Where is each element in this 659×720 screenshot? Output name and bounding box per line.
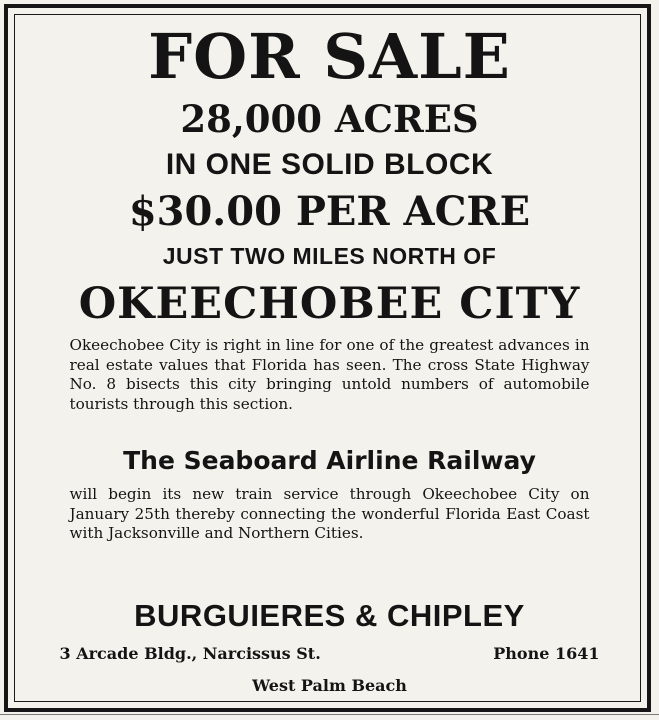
town: West Palm Beach <box>252 676 407 695</box>
acreage-line: 28,000 ACRES <box>180 97 479 141</box>
headline: FOR SALE <box>148 20 511 93</box>
for-sale-advertisement <box>20 20 639 700</box>
firm-name: BURGUIERES & CHIPLEY <box>134 598 525 633</box>
phone-number: Phone 1641 <box>493 644 600 663</box>
solid-block-line: IN ONE SOLID BLOCK <box>165 148 494 181</box>
address: 3 Arcade Bldg., Narcissus St. <box>59 644 321 663</box>
price-line: $30.00 PER ACRE <box>128 188 531 235</box>
railway-paragraph: will begin its new train service through Okeechobee City on January 25th thereby connecting the wonderful Florida East Coast with Jacksonville and Northern Cities. <box>69 485 590 542</box>
city-name: OKEECHOBEE CITY <box>78 279 581 329</box>
page-bottom-rule <box>0 714 659 715</box>
location-intro: JUST TWO MILES NORTH OF <box>162 243 497 269</box>
contact-line <box>60 639 600 669</box>
highway-paragraph: Okeechobee City is right in line for one of the greatest advances in real estate values that Florida has seen. The cross State Highway No. 8 bisects this city bringing untold numbers of automobile tourists through this section. <box>69 336 590 413</box>
railway-heading: The Seaboard Airline Railway <box>123 446 536 475</box>
